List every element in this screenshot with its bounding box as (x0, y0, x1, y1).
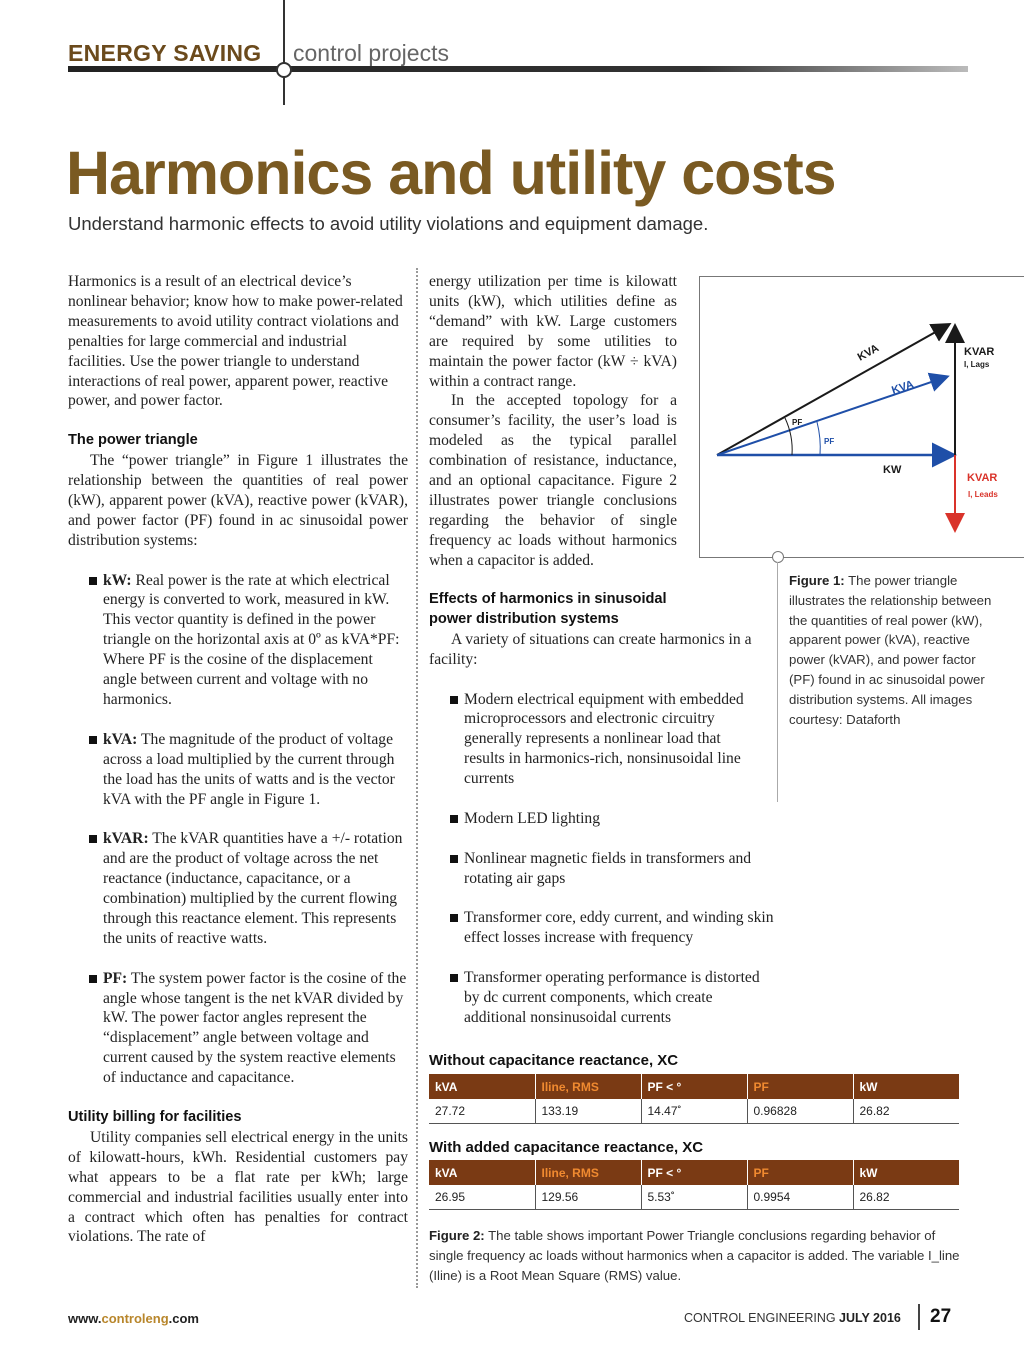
bullet-square (450, 815, 458, 823)
bullet-text: Nonlinear magnetic fields in transformers and rotating air gaps (464, 849, 752, 887)
bullet-text: The system power factor is the cosine of the angle whose tangent is the net kVAR divided by kW. The power factor angles represent the “displacement” angle between voltage and current caused by the system reactive elements of inductance and capacitance. (103, 969, 407, 1087)
section-label: ENERGY SAVING (68, 40, 262, 66)
table-cell: 14.47˚ (641, 1099, 747, 1124)
article-subtitle: Understand harmonic effects to avoid utility violations and equipment damage. (68, 213, 709, 234)
table-2-title: With added capacitance reactance, XC (429, 1139, 704, 1156)
label-kva-upper: KVA (855, 342, 882, 364)
label-kvar-leads-sub: I, Leads (968, 490, 998, 499)
bullet-term: kVA: (103, 730, 138, 748)
page-number: 27 (930, 1306, 952, 1327)
table-header-cell: PF < ° (641, 1074, 747, 1099)
bullet-kw (68, 571, 408, 710)
subsection-label: control projects (293, 40, 449, 66)
bullet-text: Transformer core, eddy current, and winding skin effect losses increase with frequency (464, 909, 774, 947)
label-kvar-leads: KVAR (967, 472, 998, 484)
table-1 (429, 1074, 959, 1124)
footer-date: JULY 2016 (839, 1311, 901, 1325)
topology-paragraph: In the accepted topology for a consumer’s facility, the user’s load is modeled as the typical parallel combination of resistance, inductance, and an optional capacitance. Figure 2 illustrates power triangle conclusions regarding the behavior of single frequency ac loads without harmonics when a capacitor is added. (429, 392, 677, 569)
column-1 (68, 272, 408, 1247)
label-kvar-lags-sub: I, Lags (964, 360, 990, 369)
bullet-square (89, 835, 97, 843)
bullet-text: The magnitude of the product of voltage across a load multiplied by the current through the load has the units of watts and is the vector kVA with the PF angle in Figure 1. (103, 730, 395, 808)
column-2-top (429, 272, 677, 571)
bullet-text: The kVAR quantities have a +/- rotation and are the product of voltage across the net reactance (inductance, capacitance, or a combination) multiplied by the current flowing through this reactance element. This represents the units of reactive watts. (103, 830, 403, 947)
figure-1-caption-line (777, 562, 778, 802)
figure-1-caption (789, 571, 1004, 729)
bullet-pf (68, 969, 408, 1088)
table-row (429, 1185, 959, 1210)
table-header-cell: kVA (429, 1074, 535, 1099)
effects-heading-line2: power distribution systems (429, 610, 619, 627)
pf-arc-reduced (817, 422, 820, 455)
bullet-square (89, 975, 97, 983)
header-dot (276, 62, 292, 78)
label-kva-lower: KVA (890, 378, 916, 397)
table-cell: 27.72 (429, 1099, 535, 1124)
table-cell: 129.56 (535, 1185, 641, 1210)
figure-1-caption-label: Figure 1: (789, 573, 845, 588)
bullet-term: PF: (103, 969, 128, 987)
table-cell: 26.82 (853, 1099, 959, 1124)
bullet-term: kW: (103, 571, 132, 589)
power-table-with-capacitance (429, 1160, 959, 1210)
effects-bullet (429, 908, 774, 948)
bullet-square (89, 577, 97, 585)
table-row (429, 1099, 959, 1124)
figure-1-pin (772, 551, 784, 563)
bullet-term: kVAR: (103, 830, 149, 848)
figure-1-box (699, 276, 1024, 558)
power-triangle-paragraph: The “power triangle” in Figure 1 illustrates the relationship between the quantities of real power (kW), apparent power (kVA), reactive power (kVAR), and power factor (PF) found in ac sinusoidal power distribution systems: (68, 452, 408, 549)
table-1-title: Without capacitance reactance, XC (429, 1052, 679, 1069)
bullet-kvar (68, 829, 408, 948)
table-cell: 0.9954 (747, 1185, 853, 1210)
utility-billing-paragraph: Utility companies sell electrical energy in the units of kilowatt-hours, kWh. Residential customers pay what appears to be a flat rate per kWh; large commercial and industrial facilities usually enter into a contract which often has penalties for contract violations. The rate of (68, 1128, 408, 1246)
power-triangle-diagram (700, 277, 1024, 557)
table-header-cell: PF (747, 1074, 853, 1099)
bullet-kva (68, 730, 408, 810)
bullet-square (450, 914, 458, 922)
figure-1-caption-text: The power triangle illustrates the relationship between the quantities of real power (kW), apparent power (kVA), reactive power (kVAR), and power factor (PF) found in ac sinusoidal power distribution systems. All images courtesy: Dataforth (789, 573, 992, 727)
table-cell: 26.95 (429, 1185, 535, 1210)
figure-2-caption-label: Figure 2: (429, 1228, 485, 1243)
bullet-text: Modern LED lighting (464, 809, 600, 827)
table-header-cell: kW (853, 1160, 959, 1185)
table-header-cell: PF (747, 1160, 853, 1185)
header-divider (283, 0, 285, 105)
column-2-bottom (429, 590, 774, 1028)
footer-website[interactable] (68, 1311, 199, 1326)
effects-heading-line1: Effects of harmonics in sinusoidal (429, 591, 667, 607)
effects-bullet (429, 968, 774, 1028)
bullet-text: Transformer operating performance is distorted by dc current components, which create additional nonsinusoidal currents (464, 969, 760, 1026)
table-2 (429, 1160, 959, 1210)
table-header-cell: Iline, RMS (535, 1160, 641, 1185)
table-header-cell: Iline, RMS (535, 1074, 641, 1099)
bullet-text: Real power is the rate at which electrical energy is converted to work, measured in kW. This vector quantity is defined in the power triangle on the horizontal axis at 0º as kVA*PF: Where PF is the cosine of the displacement angle between current and voltage with no harmonics. (103, 571, 400, 708)
utility-billing-heading: Utility billing for facilities (68, 1108, 242, 1125)
header-rule (68, 66, 968, 72)
effects-bullet (429, 809, 769, 829)
bullet-text: Modern electrical equipment with embedded microprocessors and electronic circuitry generally represents a nonlinear load that results in harmonics-rich, nonsinusoidal line currents (464, 690, 744, 788)
website-brand: controleng (101, 1311, 169, 1326)
figure-2-caption-text: The table shows important Power Triangle conclusions regarding behavior of single frequency ac loads without harmonics when a capacitor is added. The variable I_line (Iline) is a Root Mean Square (RMS) value. (429, 1228, 960, 1283)
website-prefix: www. (68, 1311, 102, 1326)
effects-paragraph: A variety of situations can create harmonics in a facility: (429, 630, 752, 668)
figure-2-caption (429, 1226, 969, 1286)
footer-magazine: CONTROL ENGINEERING (684, 1311, 836, 1325)
intro-paragraph: Harmonics is a result of an electrical device’s nonlinear behavior; know how to make power-related measurements to avoid utility contract violations and penalties for large commercial and industrial facilities. Use the power triangle to understand interactions of real power, apparent power, reactive power, and power factor. (68, 273, 403, 410)
label-pf-lower: PF (824, 437, 835, 446)
table-cell: 5.53˚ (641, 1185, 747, 1210)
effects-bullet (429, 690, 764, 790)
label-kvar-lags: KVAR (964, 346, 995, 358)
label-kw: KW (883, 464, 902, 476)
power-table-without-capacitance (429, 1074, 959, 1124)
column-divider (416, 268, 418, 1288)
table-header-cell: kVA (429, 1160, 535, 1185)
footer-divider (918, 1304, 920, 1330)
label-pf-upper: PF (792, 418, 803, 427)
power-triangle-heading: The power triangle (68, 432, 198, 449)
bullet-square (450, 696, 458, 704)
table-cell: 0.96828 (747, 1099, 853, 1124)
table-header-cell: kW (853, 1074, 959, 1099)
bullet-square (450, 855, 458, 863)
table-cell: 133.19 (535, 1099, 641, 1124)
bullet-square (450, 974, 458, 982)
website-suffix: .com (168, 1311, 199, 1326)
effects-bullet (429, 849, 764, 889)
table-cell: 26.82 (853, 1185, 959, 1210)
bullet-square (89, 736, 97, 744)
article-title: Harmonics and utility costs (66, 139, 836, 207)
table-header-cell: PF < ° (641, 1160, 747, 1185)
demand-paragraph: energy utilization per time is kilowatt units (kW), which utilities define as “demand” with kW. Large customers are required by some utilities to maintain the power factor (kW ÷ kVA) within a contract range. (429, 273, 677, 390)
